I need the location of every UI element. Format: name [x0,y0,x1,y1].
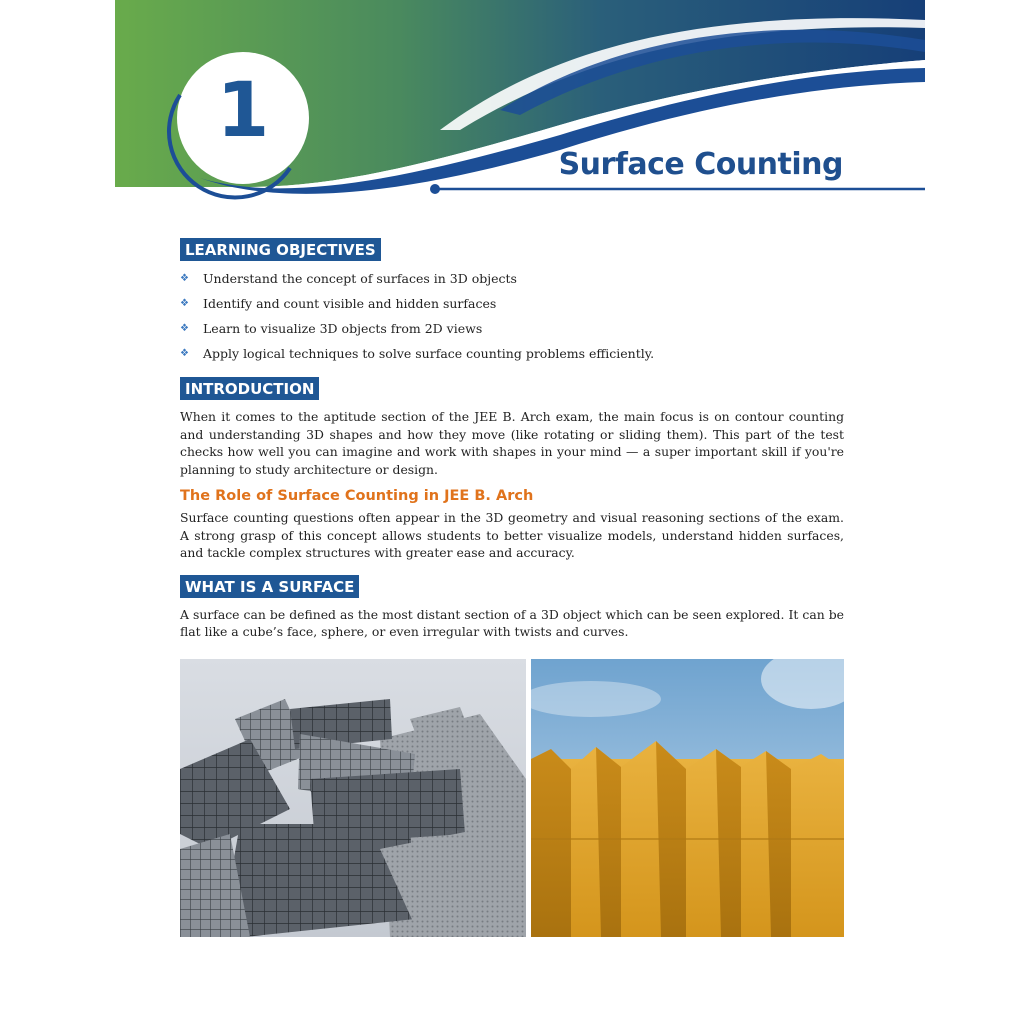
objective-text: Apply logical techniques to solve surface counting problems efficiently. [203,346,655,361]
learning-objectives-heading: LEARNING OBJECTIVES [180,238,381,261]
folded-facade-photo [531,659,844,937]
introduction-paragraph: When it comes to the aptitude section of the JEE B. Arch exam, the main focus is on contour counting and understanding 3D shapes and how they move (like rotating or sliding them). This part of the test checks how well you can imagine and work with shapes in your mind — a super important skill if you're planning to study architecture or design. [180,409,844,477]
list-item [180,271,844,287]
glass-cube-building-photo [180,659,526,937]
objectives-list [180,271,844,362]
list-item [180,346,844,362]
surface-definition-paragraph: A surface can be defined as the most distant section of a 3D object which can be seen explored. It can be flat like a cube’s face, sphere, or even irregular with twists and curves. [180,606,844,639]
objective-text: Understand the concept of surfaces in 3D objects [203,271,517,286]
chapter-number: 1 [216,65,270,154]
introduction-heading: INTRODUCTION [180,377,319,400]
diamond-bullet-icon: ❖ [180,273,189,284]
objective-text: Identify and count visible and hidden surfaces [203,296,497,311]
list-item [180,296,844,312]
diamond-bullet-icon: ❖ [180,323,189,334]
page-content [180,238,844,641]
chapter-title: Surface Counting [558,147,843,182]
objective-text: Learn to visualize 3D objects from 2D views [203,321,483,336]
role-subheading: The Role of Surface Counting in JEE B. Arch [180,488,534,504]
example-photos [180,659,844,937]
list-item [180,321,844,337]
chapter-header-banner [0,0,1024,200]
diamond-bullet-icon: ❖ [180,348,189,359]
role-paragraph: Surface counting questions often appear in the 3D geometry and visual reasoning sections of the exam. A strong grasp of this concept allows students to better visualize models, understand hidden surfaces, and tackle complex structures with greater ease and accuracy. [180,510,844,560]
what-is-surface-heading: WHAT IS A SURFACE [180,575,359,598]
diamond-bullet-icon: ❖ [180,298,189,309]
